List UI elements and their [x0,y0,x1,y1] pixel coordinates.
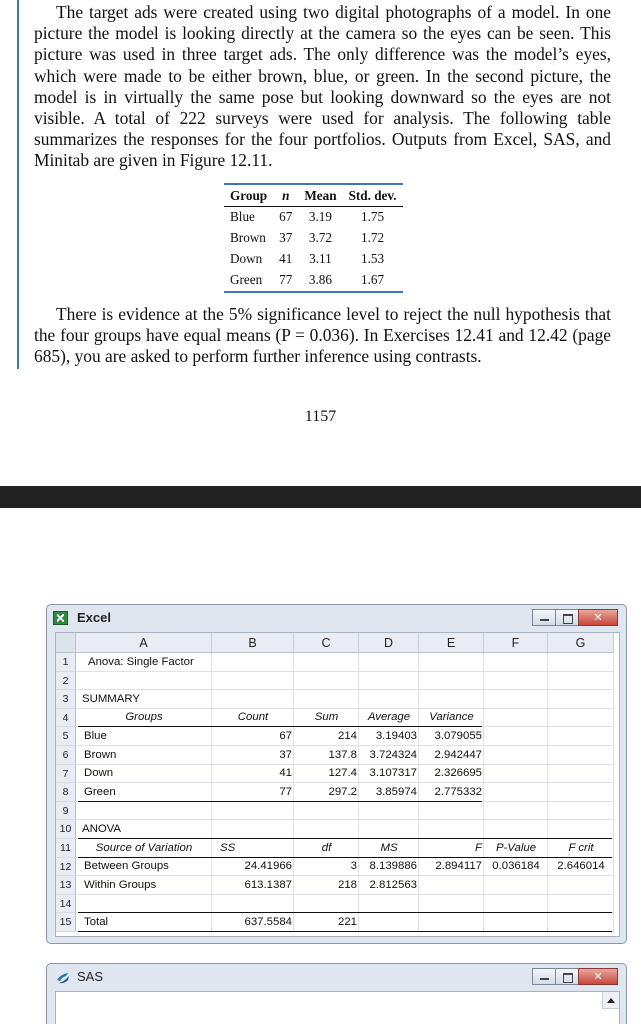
cell-e11[interactable]: F [475,841,482,854]
sas-window-title: SAS [77,969,104,984]
table-rule [78,801,482,802]
cell-c5[interactable]: 214 [337,729,357,742]
cell-g12[interactable]: 2.646014 [557,860,605,873]
column-gridline [547,653,548,932]
cell-a1[interactable]: Anova: Single Factor [88,655,194,668]
cell-a7[interactable]: Down [84,767,114,780]
cell-a15[interactable]: Total [84,915,109,928]
excel-window [46,604,627,944]
cell-d4[interactable]: Average [367,711,411,724]
cell-group: Brown [230,230,266,245]
cell-a4[interactable]: Groups [125,711,163,724]
maximize-button[interactable] [555,609,579,626]
cell-c11[interactable]: df [321,841,332,854]
column-gridline [613,653,614,932]
cell-std-dev: 1.75 [361,209,385,224]
summary-table-header [224,184,403,207]
cell-a10[interactable]: ANOVA [82,822,122,835]
page-divider [0,486,641,508]
cell-c6[interactable]: 137.8 [328,748,357,761]
cell-group: Down [230,251,263,266]
cell-mean: 3.11 [309,251,332,266]
table-rule [78,912,612,913]
cell-b8[interactable]: 77 [279,785,292,798]
row-header-1[interactable]: 1 [56,653,76,672]
header-group: Group [224,184,273,207]
row-header-2[interactable]: 2 [56,672,76,691]
row-header-7[interactable]: 7 [56,765,76,784]
cell-a5[interactable]: Blue [84,729,107,742]
cell-n: 77 [273,270,298,292]
sas-output-area[interactable] [55,991,620,1024]
row-header-14[interactable]: 14 [56,895,76,914]
cell-mean: 3.72 [308,230,332,245]
column-header-a[interactable]: A [76,633,212,653]
cell-c12[interactable]: 3 [350,860,357,873]
cell-d5[interactable]: 3.19403 [375,729,417,742]
cell-mean: 3.19 [308,209,332,224]
cell-c7[interactable]: 127.4 [328,767,357,780]
cell-mean: 3.86 [298,270,342,292]
cell-c13[interactable]: 218 [337,878,357,891]
cell-a6[interactable]: Brown [84,748,117,761]
row-header-6[interactable]: 6 [56,746,76,765]
page-number: 1157 [304,408,337,425]
column-header-g[interactable]: G [548,633,614,653]
cell-c4[interactable]: Sum [314,711,339,724]
cell-group: Green [224,270,273,292]
cell-g11[interactable]: F crit [568,841,594,854]
scroll-up-arrow-icon[interactable] [602,992,619,1009]
close-button[interactable] [578,968,618,985]
minimize-button[interactable] [532,968,556,985]
excel-icon [53,611,68,625]
cell-e8[interactable]: 2.775332 [434,785,482,798]
cell-b4[interactable]: Count [237,711,269,724]
cell-e6[interactable]: 2.942447 [434,748,482,761]
cell-b5[interactable]: 67 [279,729,292,742]
cell-a12[interactable]: Between Groups [84,860,169,873]
cell-n: 41 [279,251,293,266]
column-header-b[interactable]: B [212,633,294,653]
row-header-5[interactable]: 5 [56,727,76,746]
sas-window-controls [532,968,618,985]
book-page [0,0,641,486]
cell-std-dev: 1.53 [361,251,385,266]
cell-c15[interactable]: 221 [337,915,357,928]
cell-f12[interactable]: 0.036184 [492,860,540,873]
sas-window [46,963,627,1024]
header-n: n [273,184,298,207]
cell-e7[interactable]: 2.326695 [434,767,482,780]
row-header-4[interactable]: 4 [56,709,76,728]
cell-a11[interactable]: Source of Variation [95,841,193,854]
cell-b15[interactable]: 637.5584 [244,915,292,928]
maximize-button[interactable] [555,968,579,985]
sas-titlebar[interactable] [47,964,626,990]
table-row [224,249,403,270]
cell-group: Blue [230,209,255,224]
summary-table [224,183,403,293]
table-row [224,228,403,249]
cell-e4[interactable]: Variance [429,711,474,724]
select-all-corner[interactable] [56,633,76,653]
cell-c8[interactable]: 297.2 [328,785,357,798]
header-std-dev: Std. dev. [343,184,403,207]
cell-std-dev: 1.72 [361,230,385,245]
table-row [224,270,403,292]
cell-b7[interactable]: 41 [279,767,292,780]
row-header-3[interactable]: 3 [56,690,76,709]
cell-e5[interactable]: 3.079055 [434,729,482,742]
cell-b11[interactable]: SS [220,841,236,854]
paragraph-conclusion: There is evidence at the 5% significance level to reject the null hypothesis that the four groups have equal means (P = 0.036). In Exercises 12.41 and 12.42 (page 685), you are asked to perform further inference using contrasts. [34,304,611,367]
cell-d7[interactable]: 3.107317 [369,767,417,780]
cell-d8[interactable]: 3.85974 [375,785,417,798]
cell-std-dev: 1.67 [343,270,403,292]
column-header-f[interactable]: F [484,633,548,653]
column-header-e[interactable]: E [419,633,484,653]
column-header-d[interactable]: D [359,633,419,653]
header-mean: Mean [298,184,342,207]
table-rule [78,838,612,839]
table-rule [78,857,612,858]
excel-window-controls [532,609,618,626]
cell-a8[interactable]: Green [84,785,116,798]
close-button[interactable] [578,609,618,626]
minimize-button[interactable] [532,609,556,626]
table-rule [78,726,482,727]
margin-bar [17,0,19,369]
row-header-8[interactable]: 8 [56,783,76,802]
row-header-13[interactable]: 13 [56,876,76,895]
column-header-c[interactable]: C [294,633,359,653]
cell-d11[interactable]: MS [380,841,398,854]
row-header-11[interactable]: 11 [56,839,76,858]
spreadsheet-grid[interactable] [55,632,620,937]
row-header-9[interactable]: 9 [56,802,76,821]
cell-f11[interactable]: P-Value [495,841,537,854]
paragraph-intro: The target ads were created using two digital photographs of a model. In one picture the model is looking directly at the camera so the eyes can be seen. This picture was used in three target ads. The only difference was the model’s eyes, which were made to be either brown, blue, or green. In the second picture, the model is in virtually the same pose but looking downward so the eyes are not visible. A total of 222 surveys were used for analysis. The following table summarizes the responses for the four portfolios. Outputs from Excel, SAS, and Minitab are given in Figure 12.11. [34,2,611,171]
row-header-12[interactable]: 12 [56,858,76,877]
cell-a13[interactable]: Within Groups [84,878,157,891]
cell-b6[interactable]: 37 [279,748,292,761]
table-rule [78,931,612,932]
cell-d13[interactable]: 2.812563 [369,878,417,891]
table-row [224,207,403,229]
cell-a3[interactable]: SUMMARY [82,692,141,705]
row-header-15[interactable]: 15 [56,913,76,932]
cell-d6[interactable]: 3.724324 [369,748,417,761]
cell-b12[interactable]: 24.41966 [244,860,292,873]
cell-n: 37 [279,230,293,245]
excel-window-title: Excel [77,610,111,625]
sas-icon [55,970,71,985]
excel-titlebar[interactable] [47,605,626,631]
cell-n: 67 [279,209,293,224]
cell-d12[interactable]: 8.139886 [369,860,417,873]
cell-b13[interactable]: 613.1387 [244,878,292,891]
row-header-10[interactable]: 10 [56,820,76,839]
cell-e12[interactable]: 2.894117 [435,860,482,873]
